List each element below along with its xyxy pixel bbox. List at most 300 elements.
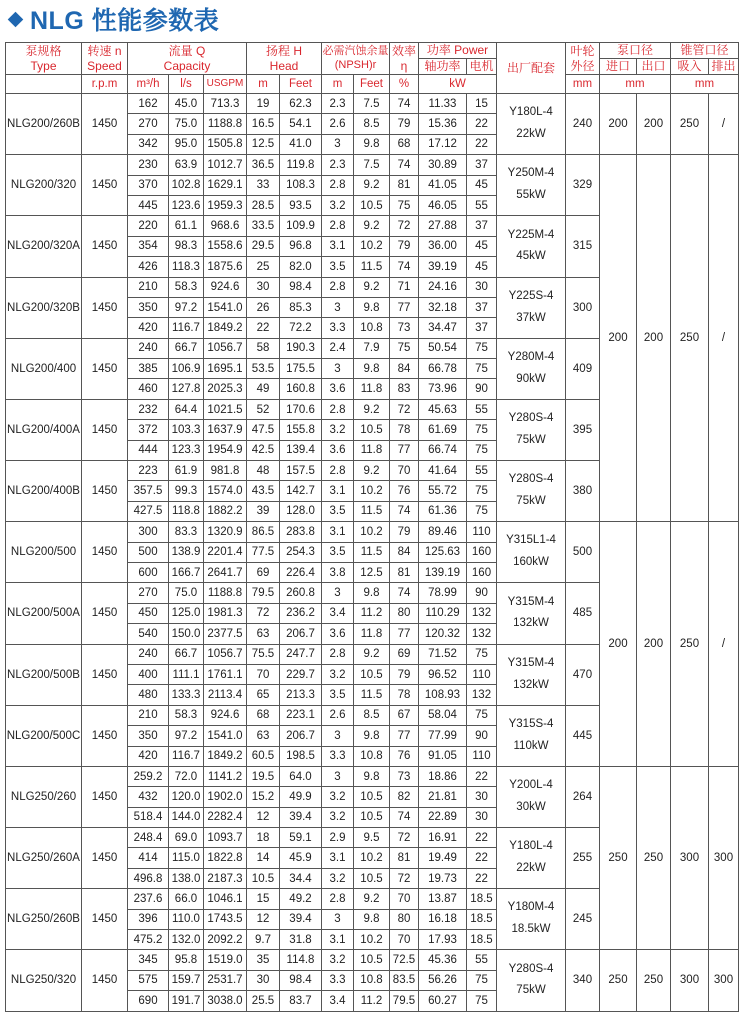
cell-shaft-power: 34.47: [419, 318, 467, 338]
factory-motor: [497, 644, 566, 705]
cell-motor-power: 22: [467, 114, 497, 134]
cell-efficiency: 76: [390, 746, 419, 766]
cell-h-m: 58: [247, 338, 280, 358]
cell-h-ft: 114.8: [280, 950, 322, 970]
cell-h-ft: 93.5: [280, 195, 322, 215]
cell-q-usgpm: 1188.8: [204, 114, 247, 134]
cell-efficiency: 79: [390, 664, 419, 684]
cell-q-m3h: 232: [128, 399, 169, 419]
unit-pump-port: mm: [600, 75, 671, 94]
cell-q-m3h: 210: [128, 705, 169, 725]
cell-q-m3h: 220: [128, 216, 169, 236]
cell-q-m3h: 426: [128, 257, 169, 277]
header-head: 扬程 H Head: [247, 43, 322, 75]
performance-table-wrapper: [5, 42, 739, 1012]
cell-npsh-ft: 9.8: [354, 909, 390, 929]
cell-q-ls: 127.8: [169, 379, 204, 399]
cell-npsh-ft: 9.2: [354, 277, 390, 297]
cell-efficiency: 72: [390, 216, 419, 236]
cell-q-usgpm: 1056.7: [204, 338, 247, 358]
cell-npsh-ft: 10.2: [354, 481, 390, 501]
cell-npsh-m: 3.5: [322, 501, 354, 521]
cell-efficiency: 78: [390, 420, 419, 440]
cell-q-usgpm: 1188.8: [204, 583, 247, 603]
unit-blank: [6, 75, 82, 94]
cell-efficiency: 77: [390, 440, 419, 460]
cell-efficiency: 80: [390, 909, 419, 929]
cell-q-usgpm: 981.8: [204, 461, 247, 481]
cell-q-m3h: 300: [128, 522, 169, 542]
cell-q-ls: 118.8: [169, 501, 204, 521]
motor-model: Y200L-4: [509, 779, 553, 792]
cell-q-m3h: 345: [128, 950, 169, 970]
cell-h-m: 63: [247, 726, 280, 746]
cell-efficiency: 80: [390, 603, 419, 623]
cell-npsh-m: 3: [322, 909, 354, 929]
cell-h-ft: 139.4: [280, 440, 322, 460]
motor-model: Y315M-4: [507, 595, 555, 608]
cell-q-m3h: 450: [128, 603, 169, 623]
cell-h-m: 12: [247, 909, 280, 929]
cell-h-ft: 119.8: [280, 155, 322, 175]
cell-q-ls: 191.7: [169, 991, 204, 1011]
cell-q-ls: 123.6: [169, 195, 204, 215]
cell-h-m: 12.5: [247, 134, 280, 154]
model-type: NLG200/400A: [6, 399, 82, 460]
cell-q-usgpm: 2531.7: [204, 970, 247, 990]
cell-q-ls: 45.0: [169, 94, 204, 114]
cell-q-m3h: 210: [128, 277, 169, 297]
unit-power: kW: [419, 75, 497, 94]
cell-h-m: 16.5: [247, 114, 280, 134]
port-suction: 300: [671, 766, 709, 950]
cell-npsh-ft: 10.8: [354, 746, 390, 766]
cell-npsh-m: 3: [322, 726, 354, 746]
motor-model: Y315M-4: [507, 656, 555, 669]
cell-q-m3h: 354: [128, 236, 169, 256]
cell-h-m: 15.2: [247, 787, 280, 807]
cell-q-ls: 138.9: [169, 542, 204, 562]
cell-q-usgpm: 1519.0: [204, 950, 247, 970]
cell-motor-power: 75: [467, 705, 497, 725]
model-speed: 1450: [82, 461, 128, 522]
cell-motor-power: 75: [467, 991, 497, 1011]
cell-q-ls: 102.8: [169, 175, 204, 195]
motor-kw: 110kW: [513, 739, 549, 752]
cell-h-ft: 72.2: [280, 318, 322, 338]
cell-h-ft: 49.2: [280, 889, 322, 909]
port-discharge: /: [709, 94, 739, 155]
model-speed: 1450: [82, 705, 128, 766]
cell-h-ft: 142.7: [280, 481, 322, 501]
cell-npsh-ft: 10.2: [354, 236, 390, 256]
cell-h-ft: 54.1: [280, 114, 322, 134]
cell-h-m: 33.5: [247, 216, 280, 236]
cell-shaft-power: 89.46: [419, 522, 467, 542]
cell-motor-power: 75: [467, 440, 497, 460]
factory-motor: [497, 950, 566, 1011]
cell-q-usgpm: 1541.0: [204, 297, 247, 317]
model-type: NLG200/320: [6, 155, 82, 216]
table-row: [6, 766, 739, 786]
cell-q-ls: 132.0: [169, 930, 204, 950]
cell-npsh-ft: 9.8: [354, 726, 390, 746]
cell-q-usgpm: 1849.2: [204, 746, 247, 766]
impeller-diameter: 300: [566, 277, 600, 338]
page-title: [6, 4, 219, 34]
model-speed: 1450: [82, 828, 128, 889]
port-inlet: 200: [600, 94, 637, 155]
header-capacity: 流量 Q Capacity: [128, 43, 247, 75]
motor-kw: 37kW: [516, 311, 546, 324]
cell-shaft-power: 16.18: [419, 909, 467, 929]
cell-h-ft: 39.4: [280, 909, 322, 929]
port-discharge: /: [709, 522, 739, 767]
cell-npsh-m: 3.3: [322, 746, 354, 766]
model-speed: 1450: [82, 94, 128, 155]
motor-kw: 22kW: [516, 128, 546, 141]
cell-h-ft: 49.9: [280, 787, 322, 807]
cell-npsh-m: 2.6: [322, 114, 354, 134]
cell-h-m: 69: [247, 562, 280, 582]
cell-shaft-power: 110.29: [419, 603, 467, 623]
cell-shaft-power: 19.73: [419, 868, 467, 888]
cell-q-ls: 83.3: [169, 522, 204, 542]
cell-h-ft: 226.4: [280, 562, 322, 582]
cell-efficiency: 67: [390, 705, 419, 725]
cell-q-m3h: 420: [128, 746, 169, 766]
cell-motor-power: 22: [467, 766, 497, 786]
cell-h-m: 49: [247, 379, 280, 399]
unit-eff: %: [390, 75, 419, 94]
cell-npsh-ft: 10.5: [354, 664, 390, 684]
impeller-diameter: 409: [566, 338, 600, 399]
cell-q-m3h: 540: [128, 624, 169, 644]
header-factory-motor: 出厂配套: [497, 43, 566, 94]
cell-q-m3h: 480: [128, 685, 169, 705]
cell-q-usgpm: 1012.7: [204, 155, 247, 175]
cell-npsh-ft: 7.5: [354, 155, 390, 175]
cell-motor-power: 37: [467, 155, 497, 175]
cell-shaft-power: 56.26: [419, 970, 467, 990]
cell-q-ls: 97.2: [169, 726, 204, 746]
cell-npsh-ft: 11.5: [354, 257, 390, 277]
cell-npsh-m: 3.1: [322, 522, 354, 542]
model-type: NLG200/500A: [6, 583, 82, 644]
cell-motor-power: 22: [467, 828, 497, 848]
cell-q-usgpm: 1882.2: [204, 501, 247, 521]
port-inlet: 200: [600, 522, 637, 767]
cell-q-ls: 106.9: [169, 359, 204, 379]
cell-shaft-power: 17.12: [419, 134, 467, 154]
cell-q-ls: 75.0: [169, 583, 204, 603]
cell-npsh-ft: 9.2: [354, 644, 390, 664]
motor-kw: 132kW: [513, 678, 549, 691]
cell-h-ft: 31.8: [280, 930, 322, 950]
cell-shaft-power: 66.78: [419, 359, 467, 379]
cell-q-ls: 159.7: [169, 970, 204, 990]
cell-shaft-power: 41.05: [419, 175, 467, 195]
cell-q-m3h: 432: [128, 787, 169, 807]
cell-q-ls: 144.0: [169, 807, 204, 827]
cell-q-m3h: 396: [128, 909, 169, 929]
cell-motor-power: 30: [467, 787, 497, 807]
port-suction: 300: [671, 950, 709, 1011]
cell-motor-power: 22: [467, 848, 497, 868]
cell-npsh-ft: 7.9: [354, 338, 390, 358]
header-suction: 吸入: [671, 59, 709, 75]
cell-q-m3h: 372: [128, 420, 169, 440]
cell-motor-power: 75: [467, 970, 497, 990]
cell-q-ls: 125.0: [169, 603, 204, 623]
cell-h-m: 19: [247, 94, 280, 114]
cell-npsh-ft: 11.5: [354, 542, 390, 562]
model-speed: 1450: [82, 216, 128, 277]
cell-q-m3h: 420: [128, 318, 169, 338]
cell-shaft-power: 17.93: [419, 930, 467, 950]
cell-h-ft: 229.7: [280, 664, 322, 684]
cell-npsh-ft: 9.2: [354, 461, 390, 481]
impeller-diameter: 255: [566, 828, 600, 889]
cell-shaft-power: 22.89: [419, 807, 467, 827]
cell-q-m3h: 270: [128, 114, 169, 134]
cell-q-ls: 95.0: [169, 134, 204, 154]
cell-shaft-power: 32.18: [419, 297, 467, 317]
cell-q-ls: 115.0: [169, 848, 204, 868]
cell-h-ft: 236.2: [280, 603, 322, 623]
cell-motor-power: 75: [467, 644, 497, 664]
cell-q-usgpm: 1320.9: [204, 522, 247, 542]
header-type: 泵规格 Type: [6, 43, 82, 75]
cell-q-ls: 69.0: [169, 828, 204, 848]
cell-h-m: 79.5: [247, 583, 280, 603]
cell-npsh-m: 3.4: [322, 603, 354, 623]
cell-h-ft: 170.6: [280, 399, 322, 419]
cell-shaft-power: 73.96: [419, 379, 467, 399]
unit-speed: r.p.m: [82, 75, 128, 94]
motor-model: Y315S-4: [508, 717, 554, 730]
cell-efficiency: 84: [390, 359, 419, 379]
cell-efficiency: 72: [390, 868, 419, 888]
cell-q-usgpm: 1541.0: [204, 726, 247, 746]
cell-efficiency: 72: [390, 399, 419, 419]
cell-npsh-m: 3.6: [322, 624, 354, 644]
cell-h-m: 30: [247, 277, 280, 297]
cell-shaft-power: 27.88: [419, 216, 467, 236]
cell-h-ft: 59.1: [280, 828, 322, 848]
cell-q-usgpm: 1021.5: [204, 399, 247, 419]
cell-q-m3h: 342: [128, 134, 169, 154]
cell-h-ft: 213.3: [280, 685, 322, 705]
motor-kw: 55kW: [516, 189, 546, 202]
header-discharge: 排出: [709, 59, 739, 75]
cell-h-ft: 157.5: [280, 461, 322, 481]
cell-npsh-m: 3.6: [322, 440, 354, 460]
model-type: NLG250/260B: [6, 889, 82, 950]
motor-kw: 75kW: [516, 495, 546, 508]
cell-efficiency: 74: [390, 94, 419, 114]
cell-motor-power: 132: [467, 685, 497, 705]
model-speed: 1450: [82, 277, 128, 338]
cell-motor-power: 110: [467, 746, 497, 766]
cell-q-usgpm: 3038.0: [204, 991, 247, 1011]
cell-shaft-power: 36.00: [419, 236, 467, 256]
port-outlet: 250: [637, 766, 671, 950]
cell-h-m: 48: [247, 461, 280, 481]
cell-q-m3h: 350: [128, 726, 169, 746]
cell-npsh-ft: 11.8: [354, 440, 390, 460]
cell-h-ft: 98.4: [280, 277, 322, 297]
cell-npsh-ft: 11.5: [354, 501, 390, 521]
cell-npsh-ft: 10.5: [354, 787, 390, 807]
performance-table: [5, 42, 739, 1012]
cell-shaft-power: 45.63: [419, 399, 467, 419]
cell-h-m: 65: [247, 685, 280, 705]
cell-efficiency: 79: [390, 114, 419, 134]
cell-npsh-ft: 10.5: [354, 807, 390, 827]
cell-shaft-power: 19.49: [419, 848, 467, 868]
factory-motor: [497, 766, 566, 827]
cell-shaft-power: 71.52: [419, 644, 467, 664]
model-type: NLG200/320A: [6, 216, 82, 277]
cell-q-usgpm: 1637.9: [204, 420, 247, 440]
cell-q-ls: 98.3: [169, 236, 204, 256]
cell-npsh-ft: 10.8: [354, 970, 390, 990]
factory-motor: [497, 828, 566, 889]
cell-q-m3h: 500: [128, 542, 169, 562]
cell-npsh-ft: 9.2: [354, 175, 390, 195]
impeller-diameter: 485: [566, 583, 600, 644]
cell-h-m: 68: [247, 705, 280, 725]
motor-model: Y225S-4: [508, 289, 554, 302]
motor-kw: 45kW: [516, 250, 546, 263]
cell-motor-power: 132: [467, 603, 497, 623]
cell-q-m3h: 518.4: [128, 807, 169, 827]
cell-motor-power: 90: [467, 726, 497, 746]
cell-q-usgpm: 2641.7: [204, 562, 247, 582]
cell-shaft-power: 60.27: [419, 991, 467, 1011]
cell-q-ls: 63.9: [169, 155, 204, 175]
cell-npsh-ft: 10.5: [354, 950, 390, 970]
port-suction: 250: [671, 155, 709, 522]
cell-npsh-m: 2.8: [322, 216, 354, 236]
cell-npsh-ft: 10.5: [354, 868, 390, 888]
model-type: NLG200/500: [6, 522, 82, 583]
cell-efficiency: 70: [390, 461, 419, 481]
motor-kw: 90kW: [516, 372, 546, 385]
cell-shaft-power: 24.16: [419, 277, 467, 297]
cell-q-ls: 118.3: [169, 257, 204, 277]
cell-q-usgpm: 1056.7: [204, 644, 247, 664]
cell-h-m: 19.5: [247, 766, 280, 786]
port-outlet: 200: [637, 522, 671, 767]
cell-shaft-power: 58.04: [419, 705, 467, 725]
cell-npsh-m: 2.3: [322, 94, 354, 114]
impeller-diameter: 240: [566, 94, 600, 155]
port-inlet: 200: [600, 155, 637, 522]
cell-q-ls: 138.0: [169, 868, 204, 888]
cell-npsh-m: 2.8: [322, 644, 354, 664]
cell-q-usgpm: 1981.3: [204, 603, 247, 623]
header-power: 功率 Power: [419, 43, 497, 59]
cell-motor-power: 75: [467, 481, 497, 501]
cell-efficiency: 72.5: [390, 950, 419, 970]
cell-q-usgpm: 1743.5: [204, 909, 247, 929]
cell-npsh-ft: 10.5: [354, 195, 390, 215]
cell-efficiency: 71: [390, 277, 419, 297]
cell-q-usgpm: 1761.1: [204, 664, 247, 684]
cell-h-ft: 45.9: [280, 848, 322, 868]
cell-h-m: 53.5: [247, 359, 280, 379]
cell-h-m: 15: [247, 889, 280, 909]
cell-efficiency: 73: [390, 766, 419, 786]
impeller-diameter: 264: [566, 766, 600, 827]
factory-motor: [497, 338, 566, 399]
table-row: [6, 94, 739, 114]
cell-motor-power: 18.5: [467, 909, 497, 929]
cell-shaft-power: 66.74: [419, 440, 467, 460]
cell-q-ls: 61.9: [169, 461, 204, 481]
cell-h-m: 70: [247, 664, 280, 684]
model-speed: 1450: [82, 338, 128, 399]
cell-npsh-m: 3.2: [322, 807, 354, 827]
cell-q-m3h: 600: [128, 562, 169, 582]
model-speed: 1450: [82, 399, 128, 460]
cell-npsh-m: 3.8: [322, 562, 354, 582]
cell-q-usgpm: 1558.6: [204, 236, 247, 256]
port-outlet: 250: [637, 950, 671, 1011]
cell-shaft-power: 78.99: [419, 583, 467, 603]
cell-h-ft: 96.8: [280, 236, 322, 256]
cell-h-m: 43.5: [247, 481, 280, 501]
cell-motor-power: 160: [467, 562, 497, 582]
motor-model: Y280S-4: [508, 473, 554, 486]
motor-kw: 18.5kW: [511, 923, 551, 936]
cell-efficiency: 79.5: [390, 991, 419, 1011]
cell-q-ls: 116.7: [169, 318, 204, 338]
header-inlet: 进口: [600, 59, 637, 75]
cell-shaft-power: 120.32: [419, 624, 467, 644]
cell-motor-power: 90: [467, 379, 497, 399]
model-type: NLG200/320B: [6, 277, 82, 338]
cell-shaft-power: 50.54: [419, 338, 467, 358]
unit-npsh-m: m: [322, 75, 354, 94]
cell-npsh-ft: 9.5: [354, 828, 390, 848]
cell-h-m: 39: [247, 501, 280, 521]
motor-kw: 30kW: [516, 800, 546, 813]
cell-npsh-ft: 11.8: [354, 624, 390, 644]
cell-h-ft: 223.1: [280, 705, 322, 725]
header-shaft-power: 轴功率: [419, 59, 467, 75]
motor-kw: 160kW: [513, 556, 549, 569]
port-suction: 250: [671, 94, 709, 155]
cell-npsh-m: 3.5: [322, 542, 354, 562]
cell-q-usgpm: 1629.1: [204, 175, 247, 195]
cell-motor-power: 75: [467, 501, 497, 521]
diamond-bullet-icon: [8, 11, 24, 27]
cell-h-m: 86.5: [247, 522, 280, 542]
cell-npsh-m: 2.8: [322, 399, 354, 419]
cell-efficiency: 84: [390, 542, 419, 562]
cell-motor-power: 37: [467, 318, 497, 338]
header-impeller: 叶轮 外径: [566, 43, 600, 75]
cell-npsh-m: 3: [322, 359, 354, 379]
port-suction: 250: [671, 522, 709, 767]
cell-q-ls: 97.2: [169, 297, 204, 317]
model-speed: 1450: [82, 522, 128, 583]
port-discharge: 300: [709, 950, 739, 1011]
cell-motor-power: 55: [467, 399, 497, 419]
